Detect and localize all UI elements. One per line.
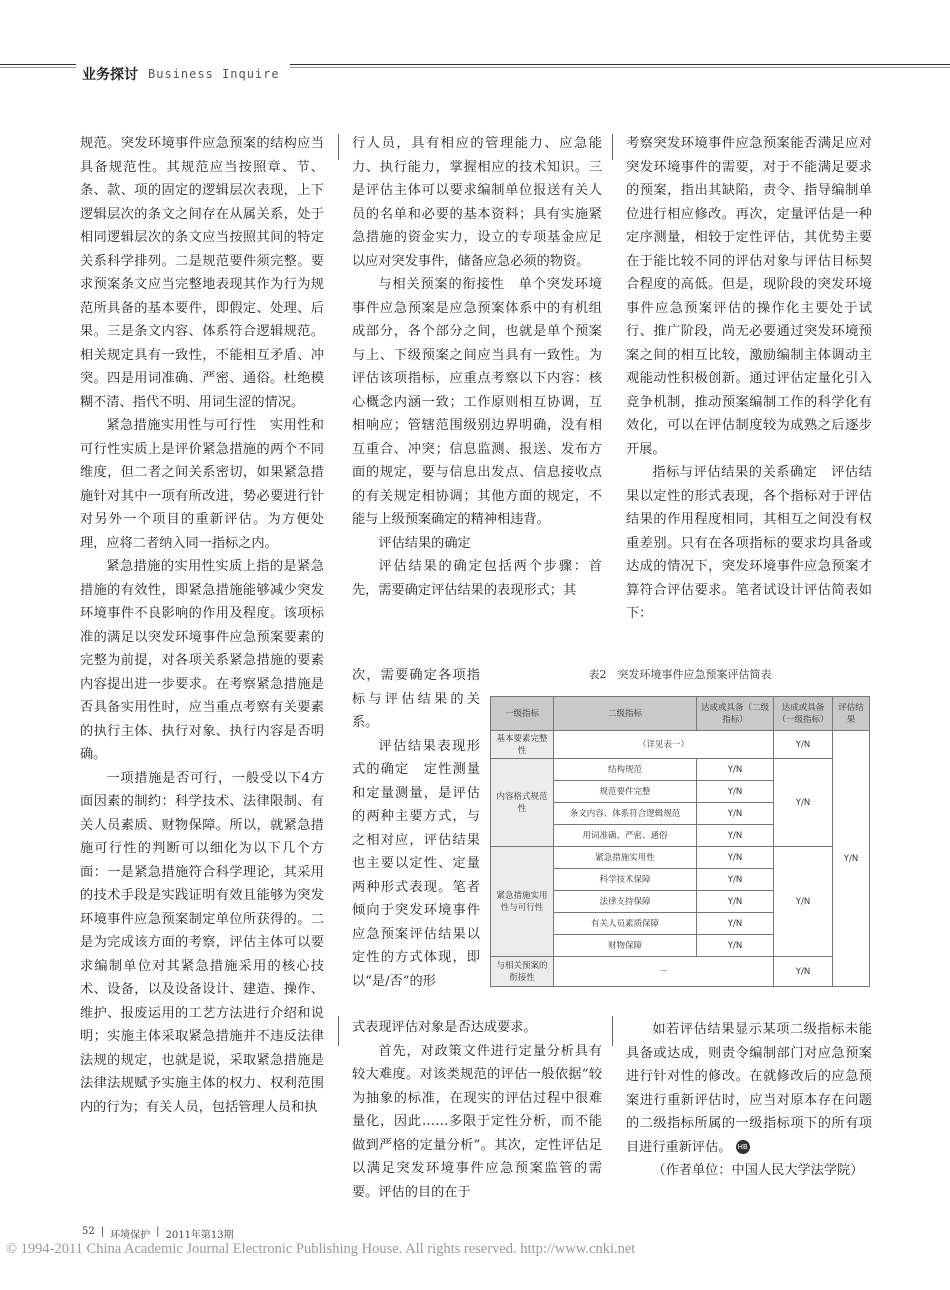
column-divider bbox=[612, 1016, 613, 1046]
paragraph: 评估结果表现形式的确定 定性测量和定量测量，是评估的两种主要方式，与之相对应，评估结果也主要以定性、定量两种形式表现。笔者倾向于突发环境事件应急预案评估结果以定性的方式体现，即以“是/否”的形 bbox=[352, 738, 480, 989]
level1-indicator: 紧急措施实用性与可行性 bbox=[491, 847, 554, 957]
table-header: 二级指标 bbox=[554, 697, 697, 731]
table-row bbox=[491, 847, 870, 869]
level2-indicator: 用词准确、严密、通俗 bbox=[554, 825, 697, 847]
level2-indicator: 法律支持保障 bbox=[554, 891, 697, 913]
level2-indicator: 财物保障 bbox=[554, 935, 697, 957]
level1-indicator: 与相关预案的衔接性 bbox=[491, 957, 554, 987]
level2-result: Y/N bbox=[697, 759, 774, 781]
text-column-1 bbox=[80, 132, 324, 1119]
text-column-3 bbox=[626, 132, 872, 626]
paragraph: 行人员，具有相应的管理能力、应急能力、执行能力，掌握相应的技术知识。三是评估主体可以要求编制单位报送有关人员的名单和必要的基本资料；具有实施紧急措施的资金实力，设立的专项基金应足以应对突发事件，储备应急必须的物资。 bbox=[352, 136, 602, 269]
column-divider bbox=[612, 134, 613, 160]
text-column-2-narrow bbox=[352, 664, 480, 993]
paragraph: 紧急措施实用性与可行性 实用性和可行性实质上是评价紧急措施的两个不同维度，但二者之间关系密切，如果紧急措施针对其中一项有所改进，势必要进行针对另外一个项目的重新评估。为方便处理，应将二者纳入同一指标之内。 bbox=[80, 418, 324, 551]
page-footer bbox=[82, 1226, 234, 1241]
level1-indicator: 基本要素完整性 bbox=[491, 731, 554, 759]
level1-result: Y/N bbox=[774, 759, 833, 847]
level2-result: Y/N bbox=[697, 869, 774, 891]
copyright-watermark: © 1994-2011 China Academic Journal Electronic Publishing House. All rights reserved. http://www.cnki.net bbox=[6, 1241, 636, 1257]
paragraph: 评估结果的确定包括两个步骤：首先，需要确定评估结果的表现形式；其 bbox=[352, 559, 602, 598]
section-title-en: Business Inquire bbox=[148, 67, 280, 81]
author-affiliation: （作者单位：中国人民大学法学院） bbox=[652, 1163, 864, 1178]
overall-result: Y/N bbox=[833, 731, 870, 987]
table-row bbox=[491, 759, 870, 781]
table-header: 一级指标 bbox=[491, 697, 554, 731]
level2-result: Y/N bbox=[697, 891, 774, 913]
level2-indicator: 规范要件完整 bbox=[554, 781, 697, 803]
paragraph: 考察突发环境事件应急预案能否满足应对突发环境事件的需要，对于不能满足要求的预案，指出其缺陷，责令、指导编制单位进行相应修改。再次，定量评估是一种定序测量，相较于定性评估，其优势主要在于能比较不同的评估对象与评估目标契合程度的高低。但是，现阶段的突发环境事件应急预案评估的操作化主要处于试行、推广阶段，尚无必要通过突发环境预案之间的相互比较，激励编制主体调动主观能动性积极创新。通过评估定量化引入竞争机制，推动预案编制工作的科学化有效化，可以在评估制度较为成熟之后逐步开展。 bbox=[626, 136, 872, 457]
table-row bbox=[491, 731, 870, 759]
table-row bbox=[491, 957, 870, 987]
level1-result: Y/N bbox=[774, 847, 833, 957]
paragraph: 指标与评估结果的关系确定 评估结果以定性的形式表现，各个指标对于评估结果的作用程度相同，其相互之间没有权重差别。只有在各项指标的要求均具备或达成的情况下，突发环境事件应急预案才算符合评估要求。笔者试设计评估简表如下： bbox=[626, 465, 872, 621]
level2-indicator: － bbox=[554, 957, 774, 987]
table-header: 达成或具备（二级指标） bbox=[697, 697, 774, 731]
text-column-2 bbox=[352, 132, 602, 602]
level2-result: Y/N bbox=[697, 935, 774, 957]
paragraph: 式表现评估对象是否达成要求。 bbox=[352, 1020, 537, 1035]
level2-result: Y/N bbox=[697, 913, 774, 935]
table-header: 评估结果 bbox=[833, 697, 870, 731]
level2-indicator: 结构规范 bbox=[554, 759, 697, 781]
paragraph: 规范。突发环境事件应急预案的结构应当具备规范性。其规范应当按照章、节、条、款、项的固定的逻辑层次表现，上下逻辑层次的条文之间存在从属关系，处于相同逻辑层次的条文应当按照其间的特定关系科学排列。二是规范要件须完整。要求预案条文应当完整地表现其作为行为规范所具备的基本要件，即假定、处理、后果。三是条文内容、体系符合逻辑规范。相关规定具有一致性，不能相互矛盾、冲突。四是用词准确、严密、通俗。杜绝模糊不清、指代不明、用词生涩的情况。 bbox=[80, 136, 324, 410]
paragraph: 首先，对政策文件进行定量分析具有较大难度。对该类规范的评估一般依据“较为抽象的标准，在现实的评估过程中很难量化，因此……多限于定性分析，而不能做到严格的定量分析”。其次，定性评估足以满足突发环境事件应急预案监管的需要。评估的目的在于 bbox=[352, 1043, 602, 1200]
section-title-cn: 业务探讨 bbox=[82, 67, 138, 83]
paragraph: 次，需要确定各项指标与评估结果的关系。 bbox=[352, 668, 480, 730]
table-caption: 表2 突发环境事件应急预案评估简表 bbox=[588, 668, 772, 681]
level2-indicator: 科学技术保障 bbox=[554, 869, 697, 891]
level2-result: Y/N bbox=[697, 847, 774, 869]
column-divider bbox=[338, 134, 339, 160]
level2-indicator: （详见表一） bbox=[554, 731, 774, 759]
page-number: 52 bbox=[82, 1226, 95, 1237]
level1-indicator: 内容格式规范性 bbox=[491, 759, 554, 847]
paragraph: 一项措施是否可行，一般受以下4方面因素的制约：科学技术、法律限制、有关人员素质、财物保障。所以，就紧急措施可行性的判断可以细化为以下几个方面：一是紧急措施符合科学理论，其采用的技术手段是实践证明有效且能够为突发环境事件应急预案制定单位所获得的。二是为完成该方面的考察，评估主体可以要求编制单位对其紧急措施采用的核心技术、设备，以及设备设计、建造、操作、维护、报废运用的工艺方法进行介绍和说明；实施主体采取紧急措施并不违反法律法规的规定，也就是说，采取紧急措施是法律法规赋予实施主体的权力、权利范围内的行为；有关人员，包括管理人员和执 bbox=[80, 770, 324, 1115]
level2-indicator: 紧急措施实用性 bbox=[554, 847, 697, 869]
level2-result: Y/N bbox=[697, 825, 774, 847]
journal-name: 环境保护 bbox=[110, 1230, 151, 1241]
end-mark-icon: HB bbox=[736, 1140, 750, 1154]
paragraph bbox=[626, 1018, 872, 1159]
footer-divider: | bbox=[100, 1226, 105, 1237]
level1-result: Y/N bbox=[774, 731, 833, 759]
level2-indicator: 条文内容、体系符合逻辑规范 bbox=[554, 803, 697, 825]
running-header bbox=[76, 60, 290, 88]
footer-divider: | bbox=[156, 1226, 160, 1237]
paragraph: 与相关预案的衔接性 单个突发环境事件应急预案是应急预案体系中的有机组成部分，各个部分之间，也就是单个预案与上、下级预案之间应当具有一致性。为评估该项指标，应重点考察以下内容：核心概念内涵一致；工作原则相互协调，互相响应；管辖范围级别边界明确，没有相互重合、冲突；信息监测、报送、发布方面的规定，要与信息出发点、信息接收点的有关规定相协调；其他方面的规定，不能与上级预案确定的精神相违背。 bbox=[352, 277, 602, 527]
subheading: 评估结果的确定 bbox=[378, 535, 471, 551]
evaluation-table bbox=[490, 696, 870, 987]
text-column-3-bottom bbox=[626, 1018, 872, 1183]
issue-number: 2011年第13期 bbox=[165, 1230, 234, 1241]
text-column-2-bottom bbox=[352, 1016, 602, 1204]
level2-result: Y/N bbox=[697, 803, 774, 825]
level1-result: Y/N bbox=[774, 957, 833, 987]
level2-indicator: 有关人员素质保障 bbox=[554, 913, 697, 935]
table-header-row bbox=[491, 697, 870, 731]
table-header: 达成或具备（一级指标） bbox=[774, 697, 833, 731]
level2-result: Y/N bbox=[697, 781, 774, 803]
column-divider bbox=[338, 1016, 339, 1046]
paragraph-text: 如若评估结果显示某项二级指标未能具备或达成，则责令编制部门对应急预案进行针对性的修改。在就修改后的应急预案进行重新评估时，应当对原本存在问题的二级指标所属的一级指标项下的所有项目进行重新评估。 bbox=[626, 1022, 872, 1155]
paragraph: 紧急措施的实用性实质上指的是紧急措施的有效性，即紧急措施能够减少突发环境事件不良影响的作用及程度。该项标准的满足以突发环境事件应急预案要素的完整为前提，对各项关系紧急措施的要素内容提出进一步要求。在考察紧急措施是否具备实用性时，应当重点考察有关要素的执行主体、执行对象、执行内容是否明确。 bbox=[80, 559, 324, 762]
